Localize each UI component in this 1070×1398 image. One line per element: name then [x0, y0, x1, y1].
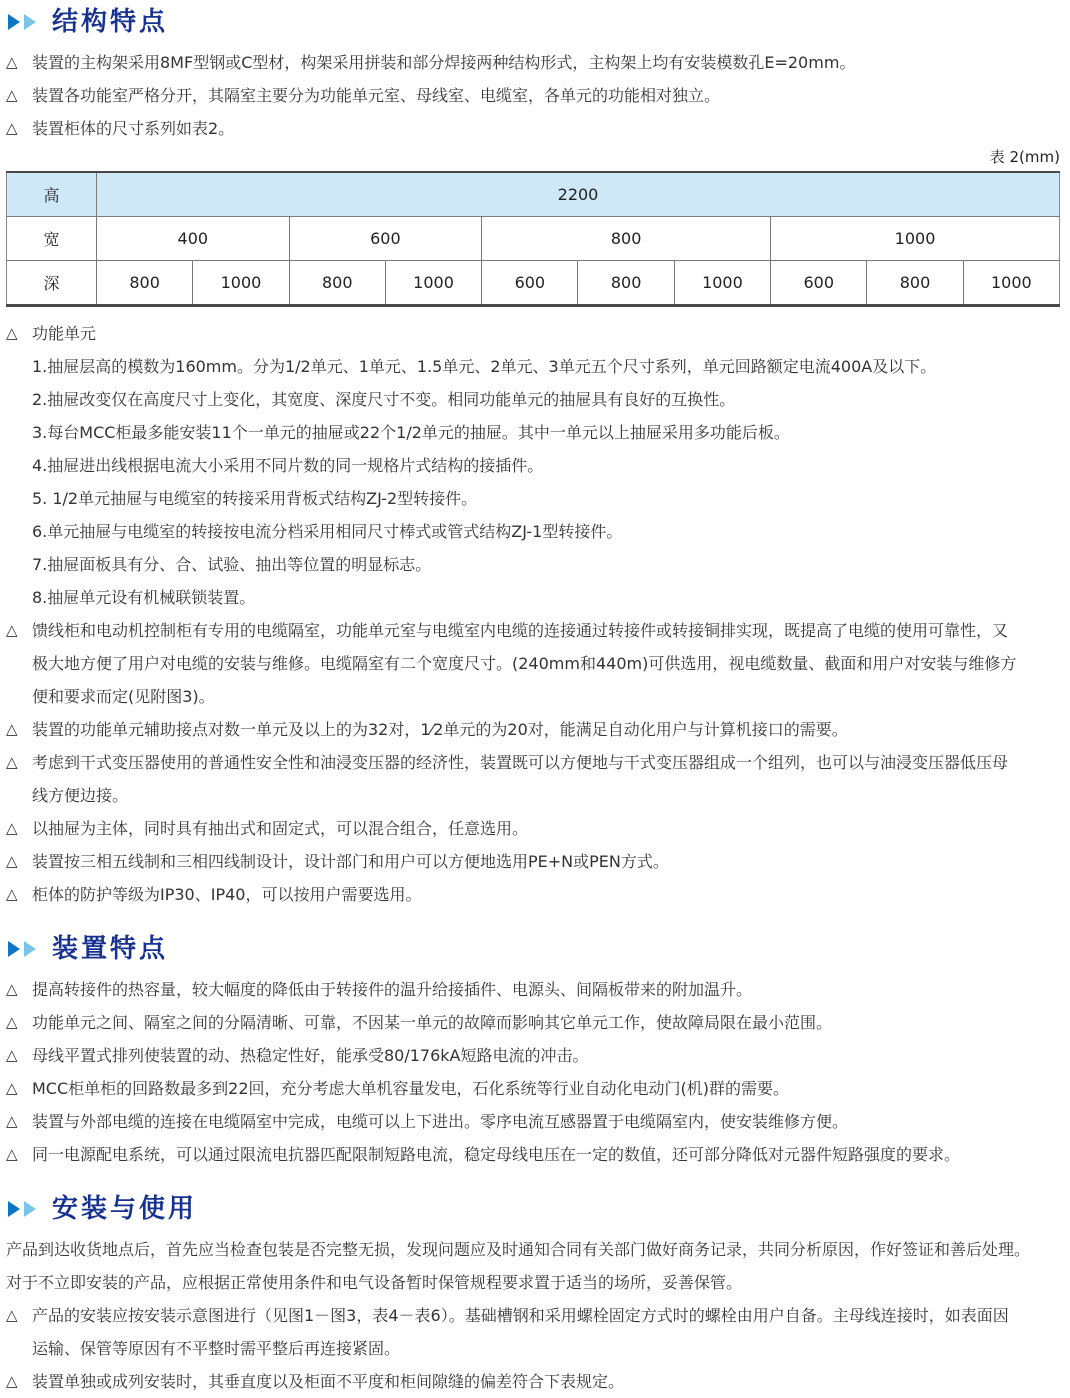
arrow-right-icon — [8, 1201, 20, 1217]
row-label: 深 — [7, 261, 97, 306]
table-row-width — [7, 217, 1060, 261]
table-row-depth — [7, 261, 1060, 306]
section-title: 安装与使用 — [52, 1194, 198, 1224]
triangle-bullet-icon: △ — [6, 119, 18, 137]
bullet-item — [6, 878, 1062, 911]
bullet-item — [6, 713, 1062, 746]
paragraph: 对于不立即安装的产品，应根据正常使用条件和电气设备暂时保管规程要求置于适当的场所，妥善保管。 — [6, 1273, 743, 1292]
triangle-bullet-icon: △ — [6, 1046, 18, 1064]
table-caption: 表 2(mm) — [989, 148, 1060, 166]
triangle-bullet-icon: △ — [6, 621, 18, 639]
numbered-item: 3.每台MCC柜最多能安装11个一单元的抽屉或22个1/2单元的抽屉。其中一单元以上抽屉采用多功能后板。 — [32, 423, 790, 442]
numbered-item: 5. 1/2单元抽屉与电缆室的转接采用背板式结构ZJ-2型转接件。 — [32, 489, 478, 508]
table-cell: 1000 — [193, 261, 289, 306]
table-cell: 600 — [771, 261, 867, 306]
numbered-item: 8.抽屉单元设有机械联锁装置。 — [32, 588, 256, 607]
triangle-bullet-icon: △ — [6, 1372, 18, 1390]
table-cell: 800 — [289, 261, 385, 306]
section-header-features — [6, 931, 1062, 967]
table-cell: 800 — [578, 261, 674, 306]
table-cell: 600 — [289, 217, 482, 261]
bullet-item — [6, 1039, 1062, 1072]
triangle-bullet-icon: △ — [6, 819, 18, 837]
triangle-bullet-icon: △ — [6, 86, 18, 104]
text-line: 极大地方便了用户对电缆的安装与维修。电缆隔室有二个宽度尺寸。(240mm和440m)可供选用，视电缆数量、截面和用户对安装与维修方 — [32, 654, 1017, 673]
table-cell: 400 — [97, 217, 290, 261]
numbered-item: 1.抽屉层高的模数为160mm。分为1/2单元、1单元、1.5单元、2单元、3单元五个尺寸系列，单元回路额定电流400A及以下。 — [32, 357, 937, 376]
row-label: 宽 — [7, 217, 97, 261]
bullet-item — [6, 1072, 1062, 1105]
table-cell: 800 — [867, 261, 963, 306]
table-cell: 600 — [482, 261, 578, 306]
text-line: 线方便边接。 — [32, 786, 129, 805]
triangle-bullet-icon: △ — [6, 852, 18, 870]
text-line: 便和要求而定(见附图3)。 — [32, 687, 215, 706]
text-line: 装置的功能单元辅助接点对数一单元及以上的为32对，1⁄2单元的为20对，能满足自动化用户与计算机接口的需要。 — [32, 720, 848, 739]
triangle-bullet-icon: △ — [6, 753, 18, 771]
text-line: 产品的安装应按安装示意图进行（见图1－图3，表4－表6）。基础槽钢和采用螺栓固定方式时的螺栓由用户自备。主母线连接时，如表面因 — [32, 1306, 1009, 1325]
table-cell: 1000 — [771, 217, 1060, 261]
bullet-item — [6, 746, 1062, 812]
table-row-height — [7, 172, 1060, 217]
section-header-structure — [6, 4, 1062, 40]
double-arrow-icon — [8, 1201, 36, 1217]
text-line: 柜体的防护等级为IP30、IP40，可以按用户需要选用。 — [32, 885, 422, 904]
paragraph: 产品到达收货地点后，首先应当检查包装是否完整无损，发现问题应及时通知合同有关部门做好商务记录，共同分析原因，作好签证和善后处理。 — [6, 1240, 1031, 1259]
triangle-bullet-icon: △ — [6, 1145, 18, 1163]
bullet-item — [6, 1105, 1062, 1138]
row-label: 高 — [7, 172, 97, 217]
numbered-item: 2.抽屉改变仅在高度尺寸上变化，其宽度、深度尺寸不变。相同功能单元的抽屉具有良好的互换性。 — [32, 390, 736, 409]
bullet-item — [6, 46, 1062, 79]
numbered-item: 4.抽屉进出线根据电流大小采用不同片数的同一规格片式结构的接插件。 — [32, 456, 544, 475]
numbered-item: 7.抽屉面板具有分、合、试验、抽出等位置的明显标志。 — [32, 555, 432, 574]
triangle-bullet-icon: △ — [6, 1112, 18, 1130]
triangle-bullet-icon: △ — [6, 1079, 18, 1097]
text-line: 考虑到干式变压器使用的普通性安全性和油浸变压器的经济性，装置既可以方便地与干式变压器组成一个组列，也可以与油浸变压器低压母 — [32, 753, 1009, 772]
text-line: 同一电源配电系统，可以通过限流电抗器匹配限制短路电流，稳定母线电压在一定的数值，还可部分降低对元器件短路强度的要求。 — [32, 1145, 961, 1164]
text-line: 功能单元之间、隔室之间的分隔清晰、可靠，不因某一单元的故障而影响其它单元工作，使故障局限在最小范围。 — [32, 1013, 833, 1032]
triangle-bullet-icon: △ — [6, 1013, 18, 1031]
bullet-item — [6, 845, 1062, 878]
text-line: 装置各功能室严格分开，其隔室主要分为功能单元室、母线室、电缆室，各单元的功能相对独立。 — [32, 86, 721, 105]
text-line: 装置单独或成列安装时，其垂直度以及柜面不平度和柜间隙缝的偏差符合下表规定。 — [32, 1372, 625, 1391]
triangle-bullet-icon: △ — [6, 720, 18, 738]
bullet-item — [6, 317, 1062, 350]
double-arrow-icon — [8, 14, 36, 30]
bullet-item — [6, 973, 1062, 1006]
section-title: 结构特点 — [52, 7, 169, 37]
cabinet-size-table — [6, 171, 1060, 307]
text-line: 母线平置式排列使装置的动、热稳定性好，能承受80/176kA短路电流的冲击。 — [32, 1046, 589, 1065]
bullet-item — [6, 1006, 1062, 1039]
double-arrow-icon — [8, 941, 36, 957]
arrow-right-icon — [24, 14, 36, 30]
triangle-bullet-icon: △ — [6, 53, 18, 71]
triangle-bullet-icon: △ — [6, 885, 18, 903]
bullet-item — [6, 79, 1062, 112]
table-cell: 800 — [97, 261, 193, 306]
text-line: 馈线柜和电动机控制柜有专用的电缆隔室，功能单元室与电缆室内电缆的连接通过转接件或转接铜排实现，既提高了电缆的使用可靠性，又 — [32, 621, 1009, 640]
section-header-install — [6, 1191, 1062, 1227]
bullet-item — [6, 1138, 1062, 1171]
table-cell: 800 — [482, 217, 771, 261]
text-line: 运输、保管等原因有不平整时需平整后再连接紧固。 — [32, 1339, 401, 1358]
bullet-item — [6, 812, 1062, 845]
arrow-right-icon — [24, 1201, 36, 1217]
bullet-item — [6, 614, 1062, 713]
section-title: 装置特点 — [52, 934, 169, 964]
arrow-right-icon — [24, 941, 36, 957]
triangle-bullet-icon: △ — [6, 324, 18, 342]
bullet-item — [6, 1365, 1062, 1398]
text-line: 功能单元 — [32, 324, 97, 343]
text-line: 以抽屉为主体，同时具有抽出式和固定式，可以混合组合，任意选用。 — [32, 819, 529, 838]
text-line: MCC柜单柜的回路数最多到22回，充分考虑大单机容量发电，石化系统等行业自动化电动门(机)群的需要。 — [32, 1079, 789, 1098]
text-line: 装置按三相五线制和三相四线制设计，设计部门和用户可以方便地选用PE+N或PEN方式。 — [32, 852, 669, 871]
text-line: 装置柜体的尺寸系列如表2。 — [32, 119, 235, 138]
table-cell: 2200 — [97, 172, 1060, 217]
triangle-bullet-icon: △ — [6, 1306, 18, 1324]
text-line: 装置的主构架采用8MF型钢或C型材，构架采用拼装和部分焊接两种结构形式，主构架上均有安装模数孔E=20mm。 — [32, 53, 856, 72]
text-line: 装置与外部电缆的连接在电缆隔室中完成，电缆可以上下进出。零序电流互感器置于电缆隔室内，使安装维修方便。 — [32, 1112, 849, 1131]
bullet-item — [6, 112, 1062, 145]
table-cell: 1000 — [674, 261, 770, 306]
text-line: 提高转接件的热容量，较大幅度的降低由于转接件的温升给接插件、电源头、间隔板带来的附加温升。 — [32, 980, 753, 999]
arrow-right-icon — [8, 14, 20, 30]
triangle-bullet-icon: △ — [6, 980, 18, 998]
arrow-right-icon — [8, 941, 20, 957]
table-cell: 1000 — [385, 261, 481, 306]
table-cell: 1000 — [963, 261, 1059, 306]
numbered-item: 6.单元抽屉与电缆室的转接按电流分档采用相同尺寸棒式或管式结构ZJ-1型转接件。 — [32, 522, 623, 541]
bullet-item — [6, 1299, 1062, 1365]
